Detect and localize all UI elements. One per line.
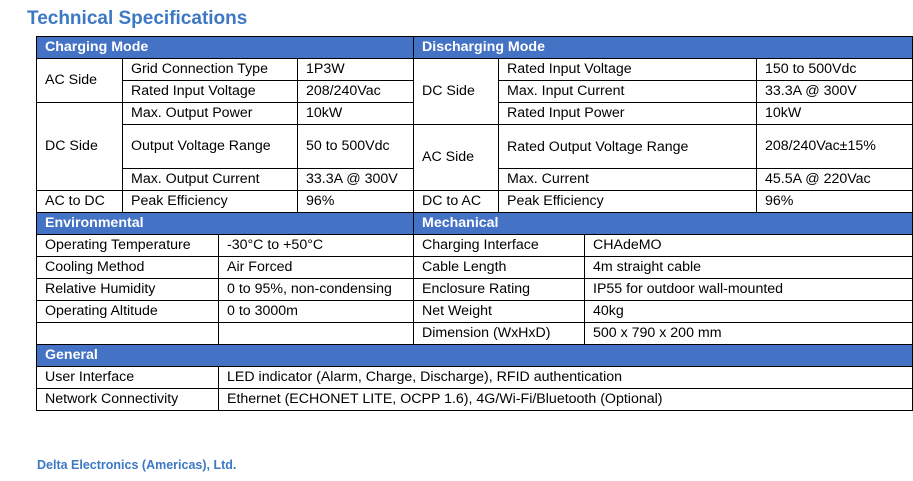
env-value: 0 to 3000m <box>219 301 414 323</box>
max-input-current-label: Max. Input Current <box>499 81 757 103</box>
env-label: Cooling Method <box>37 257 219 279</box>
mechanical-header: Mechanical <box>414 213 913 235</box>
charging-ac-side-label: AC Side <box>37 59 123 103</box>
env-empty-cell <box>219 323 414 345</box>
mech-value: 4m straight cable <box>585 257 913 279</box>
discharging-mode-header: Discharging Mode <box>414 37 913 59</box>
mech-label: Charging Interface <box>414 235 585 257</box>
discharge-peak-efficiency-value: 96% <box>757 191 913 213</box>
discharge-rated-input-voltage-value: 150 to 500Vdc <box>757 59 913 81</box>
mech-value: 500 x 790 x 200 mm <box>585 323 913 345</box>
max-output-power-label: Max. Output Power <box>123 103 298 125</box>
general-header: General <box>37 345 913 367</box>
charge-peak-efficiency-value: 96% <box>298 191 414 213</box>
page-title: Technical Specifications <box>27 8 248 29</box>
env-label: Relative Humidity <box>37 279 219 301</box>
company-footer: Delta Electronics (Americas), Ltd. <box>37 458 237 472</box>
charging-dc-side-label: DC Side <box>37 103 123 191</box>
grid-connection-type-value: 1P3W <box>298 59 414 81</box>
env-empty-cell <box>37 323 219 345</box>
network-connectivity-label: Network Connectivity <box>37 389 219 411</box>
mech-label: Net Weight <box>414 301 585 323</box>
max-output-current-label: Max. Output Current <box>123 169 298 191</box>
network-connectivity-value: Ethernet (ECHONET LITE, OCPP 1.6), 4G/Wi-Fi/Bluetooth (Optional) <box>219 389 913 411</box>
env-value: 0 to 95%, non-condensing <box>219 279 414 301</box>
dc-to-ac-label: DC to AC <box>414 191 499 213</box>
discharging-ac-side-label: AC Side <box>414 125 499 191</box>
discharge-peak-efficiency-label: Peak Efficiency <box>499 191 757 213</box>
charge-rated-input-voltage-label: Rated Input Voltage <box>123 81 298 103</box>
mech-value: 40kg <box>585 301 913 323</box>
max-input-current-value: 33.3A @ 300V <box>757 81 913 103</box>
max-current-label: Max. Current <box>499 169 757 191</box>
output-voltage-range-label: Output Voltage Range <box>123 125 298 169</box>
mech-label: Cable Length <box>414 257 585 279</box>
discharge-rated-input-voltage-label: Rated Input Voltage <box>499 59 757 81</box>
env-label: Operating Temperature <box>37 235 219 257</box>
charge-peak-efficiency-label: Peak Efficiency <box>123 191 298 213</box>
mech-label: Dimension (WxHxD) <box>414 323 585 345</box>
env-value: -30°C to +50°C <box>219 235 414 257</box>
rated-input-power-value: 10kW <box>757 103 913 125</box>
env-value: Air Forced <box>219 257 414 279</box>
rated-output-voltage-range-label: Rated Output Voltage Range <box>499 125 757 169</box>
max-current-value: 45.5A @ 220Vac <box>757 169 913 191</box>
environmental-header: Environmental <box>37 213 414 235</box>
user-interface-value: LED indicator (Alarm, Charge, Discharge), RFID authentication <box>219 367 913 389</box>
charge-rated-input-voltage-value: 208/240Vac <box>298 81 414 103</box>
rated-output-voltage-range-value: 208/240Vac±15% <box>757 125 913 169</box>
max-output-current-value: 33.3A @ 300V <box>298 169 414 191</box>
grid-connection-type-label: Grid Connection Type <box>123 59 298 81</box>
charging-mode-header: Charging Mode <box>37 37 414 59</box>
mech-value: IP55 for outdoor wall-mounted <box>585 279 913 301</box>
ac-to-dc-label: AC to DC <box>37 191 123 213</box>
spec-table <box>36 36 876 411</box>
rated-input-power-label: Rated Input Power <box>499 103 757 125</box>
user-interface-label: User Interface <box>37 367 219 389</box>
max-output-power-value: 10kW <box>298 103 414 125</box>
env-label: Operating Altitude <box>37 301 219 323</box>
discharging-dc-side-label: DC Side <box>414 59 499 125</box>
mech-label: Enclosure Rating <box>414 279 585 301</box>
mech-value: CHAdeMO <box>585 235 913 257</box>
output-voltage-range-value: 50 to 500Vdc <box>298 125 414 169</box>
